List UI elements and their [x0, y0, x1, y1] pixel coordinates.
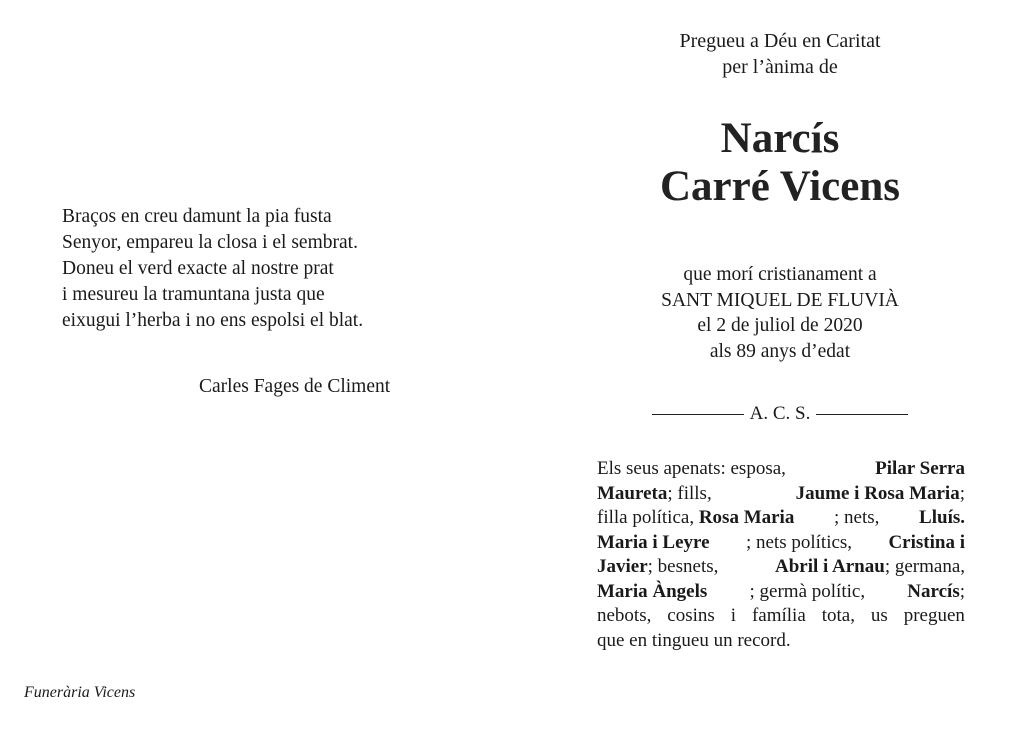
deceased-surnames: Carré Vicens — [659, 163, 900, 210]
prayer-header-line: per l’ànima de — [722, 56, 838, 78]
mourners-text: ; besnets, — [647, 556, 719, 577]
mourners-text: ; nets, — [834, 507, 880, 528]
death-place: SANT MIQUEL DE FLUVIÀ — [661, 289, 899, 311]
mourner-name: Rosa Maria — [698, 507, 795, 528]
deceased-first-name: Narcís — [720, 115, 840, 162]
mourner-name: Abril i Arnau — [775, 556, 885, 577]
funeral-home-name: Funerària Vicens — [24, 684, 136, 701]
death-details — [596, 262, 964, 364]
mourners-paragraph — [597, 457, 965, 653]
acs-text: A. C. S. — [749, 403, 811, 424]
mourners-line — [597, 506, 965, 531]
mourner-name: Maria Àngels — [597, 580, 708, 602]
mourners-word: cosins — [667, 605, 715, 626]
mourners-word: nebots, — [597, 605, 652, 626]
mourners-line — [597, 482, 965, 507]
mourners-text: Els seus apenats: esposa, — [597, 458, 786, 479]
mourners-word: i — [730, 605, 737, 626]
mourners-line — [597, 604, 965, 629]
mourners-line — [597, 531, 965, 556]
poem-line: Senyor, empareu la closa i el sembrat. — [62, 232, 358, 253]
mourner-name: Jaume i Rosa Maria — [795, 482, 960, 504]
mourners-word: tota, — [821, 605, 855, 626]
mourner-name: Lluís. — [919, 507, 965, 528]
prayer-header — [596, 28, 964, 80]
mourners-text: filla política, — [597, 507, 699, 528]
mourners-line — [597, 555, 965, 580]
mourners-text: ; fills, — [667, 482, 712, 504]
mourners-text: ; — [959, 580, 965, 602]
mourner-name: Maureta — [597, 482, 668, 504]
mourners-text: que en tingueu un record. — [597, 629, 791, 651]
mourner-name: Javier — [597, 556, 648, 577]
death-intro: que morí cristianament a — [683, 264, 877, 285]
mourner-name: Narcís — [907, 580, 960, 602]
death-age: als 89 anys d’edat — [709, 340, 851, 362]
divider-rule-left — [652, 414, 744, 415]
mourners-word: us — [870, 605, 888, 626]
poem-line: Braços en creu damunt la pia fusta — [62, 206, 332, 227]
deceased-name — [596, 115, 964, 211]
divider-rule-right — [816, 414, 908, 415]
poem-line: Doneu el verd exacte al nostre prat — [62, 258, 334, 279]
mourners-text: ; germà polític, — [749, 580, 866, 602]
mourners-line — [597, 629, 965, 654]
mourner-name: Maria i Leyre — [597, 531, 710, 553]
mourners-text: ; — [959, 482, 965, 504]
poem-line: eixugui l’herba i no ens espolsi el blat. — [62, 310, 364, 331]
poem-line: i mesureu la tramuntana justa que — [62, 284, 325, 305]
poem — [62, 204, 363, 334]
mourners-line — [597, 457, 965, 482]
poem-author: Carles Fages de Climent — [199, 376, 391, 397]
mourners-line — [597, 580, 965, 605]
mourners-text: ; nets polítics, — [745, 531, 853, 553]
death-date: el 2 de juliol de 2020 — [697, 315, 863, 336]
mourners-word: família — [751, 605, 806, 626]
mourner-name: Cristina i — [888, 531, 965, 553]
acs-divider — [596, 401, 964, 427]
prayer-header-line: Pregueu a Déu en Caritat — [679, 30, 881, 52]
mourners-word: preguen — [903, 605, 965, 626]
mourner-name: Pilar Serra — [875, 458, 965, 479]
mourners-text: ; germana, — [884, 556, 965, 577]
